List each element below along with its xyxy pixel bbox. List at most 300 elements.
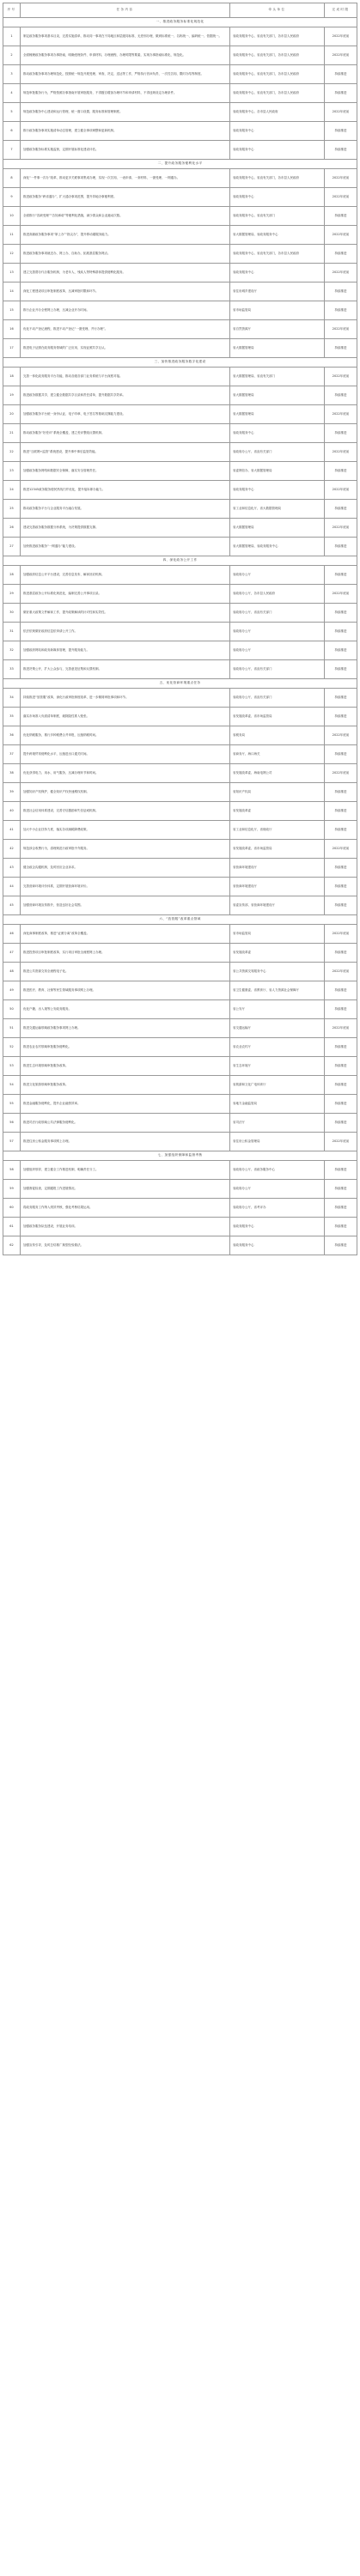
row-lead-unit: 省政务服务中心、省直有关部门，各市县人民政府 bbox=[230, 46, 325, 65]
row-task: 做好重大政策文件解读工作，提升政策解读的针对性和实效性。 bbox=[21, 604, 230, 623]
row-task: 建立完善帮办代办服务机制，为老年人、残疾人等特殊群体提供便利化服务。 bbox=[21, 264, 230, 283]
row-deadline: 持续推进 bbox=[325, 708, 357, 726]
row-deadline: 持续推进 bbox=[325, 301, 357, 320]
row-deadline: 持续推进 bbox=[325, 141, 357, 160]
table-row bbox=[3, 46, 357, 65]
row-deadline: 持续推进 bbox=[325, 122, 357, 141]
row-deadline: 2022年底前 bbox=[325, 1019, 357, 1038]
row-deadline: 持续推进 bbox=[325, 859, 357, 878]
row-deadline: 持续推进 bbox=[325, 821, 357, 840]
row-lead-unit: 省委网信办、省大数据管理局 bbox=[230, 462, 325, 481]
task-table-document bbox=[3, 3, 357, 1255]
table-row bbox=[3, 500, 357, 519]
row-deadline: 持续推进 bbox=[325, 660, 357, 679]
row-deadline: 持续推进 bbox=[325, 604, 357, 623]
row-lead-unit: 省交通运输厅 bbox=[230, 1019, 325, 1038]
row-task: 推进住房公积金服务事项网上办理。 bbox=[21, 1133, 230, 1151]
row-task: 推进政务服务“跨省通办”，扩大通办事项范围，提升异地办事便利度。 bbox=[21, 188, 230, 207]
row-task: 推进金融服务便利化，提升企业融资效率。 bbox=[21, 1095, 230, 1114]
row-deadline: 2022年底前 bbox=[325, 405, 357, 424]
row-lead-unit: 省政务服务中心 bbox=[230, 1218, 325, 1236]
row-task: 推进电子证照在政务服务领域的广泛应用，实现证照共享互认。 bbox=[21, 339, 230, 358]
row-task: 加强组织领导，建立健全工作推进机制，明确责任分工。 bbox=[21, 1161, 230, 1180]
table-row bbox=[3, 519, 357, 538]
row-number: 14 bbox=[3, 283, 21, 301]
section-row bbox=[3, 160, 357, 169]
row-lead-unit: 省政府办公厅，各市县人民政府 bbox=[230, 585, 325, 604]
row-lead-unit: 省政务服务中心、省直有关部门，各市县人民政府 bbox=[230, 27, 325, 46]
table-row bbox=[3, 859, 357, 878]
table-row bbox=[3, 878, 357, 896]
row-deadline: 2022年底前 bbox=[325, 726, 357, 745]
row-number: 57 bbox=[3, 1133, 21, 1151]
row-task: 推进高频政务服务事项“掌上办”“指尖办”，提升移动端服务能力。 bbox=[21, 226, 230, 245]
row-lead-unit: 省市场监管局 bbox=[230, 301, 325, 320]
table-row bbox=[3, 264, 357, 283]
row-deadline: 持续推进 bbox=[325, 386, 357, 405]
row-deadline: 持续推进 bbox=[325, 1199, 357, 1218]
row-task: 落实市场准入负面清单制度，破除隐性准入壁垒。 bbox=[21, 708, 230, 726]
row-number: 39 bbox=[3, 783, 21, 802]
row-lead-unit: 省大数据管理局、省直有关部门 bbox=[230, 368, 325, 386]
row-lead-unit: 省大数据管理局、省政务服务中心 bbox=[230, 538, 325, 556]
row-number: 5 bbox=[3, 103, 21, 122]
row-task: 规范政务服务中心建设和运行管理，统一窗口设置、服务标准和管理制度。 bbox=[21, 103, 230, 122]
table-row bbox=[3, 1236, 357, 1255]
row-lead-unit: 省政务服务中心 bbox=[230, 141, 325, 160]
row-task: 完善营商环境评价体系，定期开展营商环境评价。 bbox=[21, 878, 230, 896]
table-row bbox=[3, 1000, 357, 1019]
row-deadline: 持续推进 bbox=[325, 1095, 357, 1114]
table-row bbox=[3, 386, 357, 405]
row-lead-unit: 省大数据管理局 bbox=[230, 386, 325, 405]
row-task: 加快推进政务服务“一网通办”能力建设。 bbox=[21, 538, 230, 556]
row-number: 16 bbox=[3, 320, 21, 339]
section-title: 七、加强组织保障和监督考核 bbox=[3, 1151, 357, 1161]
row-deadline: 2022年底前 bbox=[325, 764, 357, 783]
row-number: 61 bbox=[3, 1218, 21, 1236]
row-number: 56 bbox=[3, 1114, 21, 1133]
row-task: 推进基层政务公开标准化规范化，编制完善公开事项目录。 bbox=[21, 585, 230, 604]
row-number: 44 bbox=[3, 878, 21, 896]
row-number: 10 bbox=[3, 207, 21, 226]
row-lead-unit: 省住房城乡建设厅 bbox=[230, 283, 325, 301]
section-row bbox=[3, 556, 357, 566]
row-number: 8 bbox=[3, 169, 21, 188]
section-title: 三、加快推进政务服务数字化建设 bbox=[3, 358, 357, 368]
row-deadline: 持续推进 bbox=[325, 1038, 357, 1057]
row-number: 9 bbox=[3, 188, 21, 207]
row-lead-unit: 省自然资源厅 bbox=[230, 320, 325, 339]
row-task: 加强政府信息公开平台建设，完善信息发布、解读回应机制。 bbox=[21, 566, 230, 585]
row-deadline: 2022年底前 bbox=[325, 1133, 357, 1151]
row-lead-unit: 省发展改革委、省市场监管局 bbox=[230, 840, 325, 859]
row-deadline: 持续推进 bbox=[325, 1161, 357, 1180]
row-number: 26 bbox=[3, 519, 21, 538]
section-title: 二、提升政务服务便利化水平 bbox=[3, 160, 357, 169]
table-row bbox=[3, 745, 357, 764]
section-row bbox=[3, 679, 357, 689]
row-lead-unit: 省发展改革委、海南电网公司 bbox=[230, 764, 325, 783]
table-row bbox=[3, 689, 357, 708]
row-number: 24 bbox=[3, 481, 21, 500]
row-task: 推动政务服务平台与企业服务平台融合发展。 bbox=[21, 500, 230, 519]
row-task: 推行企业开办全程网上办理，压减企业开办时间。 bbox=[21, 301, 230, 320]
section-row bbox=[3, 915, 357, 925]
row-lead-unit: 省大数据管理局、省政务服务中心 bbox=[230, 226, 325, 245]
row-task: 加强宣传引导，及时总结推广典型经验做法。 bbox=[21, 1236, 230, 1255]
table-row bbox=[3, 462, 357, 481]
section-row bbox=[3, 358, 357, 368]
table-row bbox=[3, 538, 357, 556]
row-lead-unit: 省商务厅、海口海关 bbox=[230, 745, 325, 764]
row-number: 46 bbox=[3, 925, 21, 944]
table-row bbox=[3, 1038, 357, 1057]
row-task: 推进社会信用体系建设，完善守信激励和失信惩戒机制。 bbox=[21, 802, 230, 821]
row-deadline: 持续推进 bbox=[325, 745, 357, 764]
row-number: 32 bbox=[3, 641, 21, 660]
row-lead-unit: 省地方金融监管局 bbox=[230, 1095, 325, 1114]
table-row bbox=[3, 169, 357, 188]
row-number: 30 bbox=[3, 604, 21, 623]
row-task: 推进政务服务事项就近办、网上办、自助办，拓展基层服务网点。 bbox=[21, 245, 230, 264]
row-lead-unit: 省营商环境建设厅 bbox=[230, 878, 325, 896]
row-lead-unit: 省市场监管局 bbox=[230, 925, 325, 944]
table-row bbox=[3, 726, 357, 745]
row-number: 58 bbox=[3, 1161, 21, 1180]
row-lead-unit: 省发展改革委、省市场监管局 bbox=[230, 708, 325, 726]
row-number: 38 bbox=[3, 764, 21, 783]
table-row bbox=[3, 320, 357, 339]
row-number: 20 bbox=[3, 405, 21, 424]
row-lead-unit: 省政务服务中心、省直有关部门，各市县人民政府 bbox=[230, 169, 325, 188]
table-row bbox=[3, 1114, 357, 1133]
row-number: 6 bbox=[3, 122, 21, 141]
section-title: 四、深化政务公开工作 bbox=[3, 556, 357, 566]
row-lead-unit: 省政务服务中心 bbox=[230, 188, 325, 207]
table-row bbox=[3, 405, 357, 424]
row-lead-unit: 省工业和信息化厅、省财政厅 bbox=[230, 821, 325, 840]
row-task: 加强督促检查，定期通报工作进展情况。 bbox=[21, 1180, 230, 1199]
row-deadline: 持续推进 bbox=[325, 65, 357, 84]
row-lead-unit: 省政府办公厅 bbox=[230, 623, 325, 641]
row-task: 推进决策公开，扩大公众参与，完善意见征集和反馈机制。 bbox=[21, 660, 230, 679]
table-row bbox=[3, 368, 357, 386]
table-row bbox=[3, 84, 357, 103]
section-row bbox=[3, 18, 357, 27]
row-deadline: 2022年底前 bbox=[325, 443, 357, 462]
row-lead-unit: 省政务服务中心 bbox=[230, 1236, 325, 1255]
row-number: 45 bbox=[3, 896, 21, 915]
table-row bbox=[3, 1218, 357, 1236]
row-deadline: 持续推进 bbox=[325, 500, 357, 519]
row-deadline: 持续推进 bbox=[325, 207, 357, 226]
table-row bbox=[3, 585, 357, 604]
table-row bbox=[3, 122, 357, 141]
row-deadline: 2022年底前 bbox=[325, 840, 357, 859]
row-number: 4 bbox=[3, 84, 21, 103]
row-deadline: 持续推进 bbox=[325, 245, 357, 264]
row-lead-unit: 省政府办公厅、省直有关部门 bbox=[230, 604, 325, 623]
table-row bbox=[3, 925, 357, 944]
table-row bbox=[3, 103, 357, 122]
row-task: 推进政务数据共享，建立健全数据共享目录和责任清单，提升数据共享效率。 bbox=[21, 386, 230, 405]
header-unit: 牵头单位 bbox=[230, 3, 325, 18]
row-lead-unit: 省政务服务中心 bbox=[230, 424, 325, 443]
row-task: 推动政务服务事项办理规范化，按照统一规范开展受理、审查、决定、送达等工作，严格执行首问负责、一次性告知、限时办结等制度。 bbox=[21, 65, 230, 84]
row-number: 21 bbox=[3, 424, 21, 443]
row-lead-unit: 省政务服务中心 bbox=[230, 481, 325, 500]
row-task: 优化不动产登记流程，推进不动产登记“一窗受理、并行办理”。 bbox=[21, 320, 230, 339]
row-deadline: 持续推进 bbox=[325, 538, 357, 556]
table-row bbox=[3, 981, 357, 1000]
row-lead-unit: 省政府办公厅 bbox=[230, 566, 325, 585]
section-title: 一、推进政务服务标准化规范化 bbox=[3, 18, 357, 27]
row-number: 53 bbox=[3, 1057, 21, 1076]
row-deadline: 持续推进 bbox=[325, 641, 357, 660]
row-task: 加强政务服务网络和数据安全保障，落实安全管理责任。 bbox=[21, 462, 230, 481]
row-deadline: 2022年底前 bbox=[325, 925, 357, 944]
row-task: 全面推行“容缺受理”“告知承诺”等便利化措施，减少群众和企业跑动次数。 bbox=[21, 207, 230, 226]
row-deadline: 2022年底前 bbox=[325, 27, 357, 46]
row-number: 50 bbox=[3, 1000, 21, 1019]
row-deadline: 2022年底前 bbox=[325, 169, 357, 188]
row-deadline: 持续推进 bbox=[325, 623, 357, 641]
table-row bbox=[3, 764, 357, 783]
row-deadline: 持续推进 bbox=[325, 1076, 357, 1095]
row-number: 42 bbox=[3, 840, 21, 859]
row-lead-unit: 省政务服务中心、省直有关部门，各市县人民政府 bbox=[230, 84, 325, 103]
row-task: 推进“互联网+监管”系统建设，提升事中事后监管效能。 bbox=[21, 443, 230, 462]
row-deadline: 持续推进 bbox=[325, 689, 357, 708]
row-deadline: 持续推进 bbox=[325, 896, 357, 915]
row-number: 12 bbox=[3, 245, 21, 264]
row-lead-unit: 省卫生健康委、省教育厅、省人力资源社会保障厅 bbox=[230, 981, 325, 1000]
row-lead-unit: 省政务服务中心、省直有关部门 bbox=[230, 207, 325, 226]
row-number: 23 bbox=[3, 462, 21, 481]
row-lead-unit: 省政务服务中心、省直有关部门，各市县人民政府 bbox=[230, 65, 325, 84]
table-row bbox=[3, 783, 357, 802]
row-lead-unit: 省税务局 bbox=[230, 726, 325, 745]
row-number: 2 bbox=[3, 46, 21, 65]
row-task: 完善一体化政务服务平台功能，推动各级各部门业务系统与平台深度对接。 bbox=[21, 368, 230, 386]
table-row bbox=[3, 339, 357, 358]
row-number: 25 bbox=[3, 500, 21, 519]
row-number: 52 bbox=[3, 1038, 21, 1057]
header-no: 序号 bbox=[3, 3, 21, 18]
row-lead-unit: 省大数据管理局 bbox=[230, 405, 325, 424]
row-task: 优化纳税服务，推行多种税费合并申报，压缩纳税时间。 bbox=[21, 726, 230, 745]
row-task: 优化户籍、出入境等公安政务服务。 bbox=[21, 1000, 230, 1019]
row-number: 11 bbox=[3, 226, 21, 245]
header-time: 完成时限 bbox=[325, 3, 357, 18]
row-number: 37 bbox=[3, 745, 21, 764]
row-number: 29 bbox=[3, 585, 21, 604]
row-task: 推进医疗、教育、社保等民生领域服务事项网上办理。 bbox=[21, 981, 230, 1000]
table-row bbox=[3, 188, 357, 207]
row-task: 加强政务服务平台统一身份认证、电子印章、电子签名等基础支撑能力建设。 bbox=[21, 405, 230, 424]
row-task: 加大中小企业扶持力度，落实各项减税降费政策。 bbox=[21, 821, 230, 840]
row-lead-unit: 省住房公积金管理局 bbox=[230, 1133, 325, 1151]
row-lead-unit: 省政务服务中心 bbox=[230, 122, 325, 141]
row-lead-unit: 省大数据管理局 bbox=[230, 339, 325, 358]
table-row bbox=[3, 27, 357, 46]
row-number: 47 bbox=[3, 944, 21, 963]
row-task: 持续推进“放管服”改革，深化行政审批制度改革，进一步精简审批事项和环节。 bbox=[21, 689, 230, 708]
row-task: 推进12345政务服务便民热线归并优化，提升接诉即办能力。 bbox=[21, 481, 230, 500]
row-deadline: 2022年底前 bbox=[325, 264, 357, 283]
row-number: 60 bbox=[3, 1199, 21, 1218]
row-task: 全面梳理政务服务事项办事指南，明确受理条件、申请材料、办理流程、办理时限等要素，实现办事指南标准化、规范化。 bbox=[21, 46, 230, 65]
row-task: 推进投资项目审批制度改革，实行项目审批全流程网上办理。 bbox=[21, 944, 230, 963]
table-row bbox=[3, 245, 357, 264]
row-task: 规范涉企收费行为，清理规范行政审批中介服务。 bbox=[21, 840, 230, 859]
row-task: 推进交通运输领域政务服务事项网上办理。 bbox=[21, 1019, 230, 1038]
row-number: 15 bbox=[3, 301, 21, 320]
section-title: 五、优化营商环境重点任务 bbox=[3, 679, 357, 689]
row-deadline: 2022年底前 bbox=[325, 188, 357, 207]
section-row bbox=[3, 1151, 357, 1161]
row-deadline: 持续推进 bbox=[325, 566, 357, 585]
table-row bbox=[3, 623, 357, 641]
row-number: 22 bbox=[3, 443, 21, 462]
header-task: 任务内容 bbox=[21, 3, 230, 18]
row-deadline: 2022年底前 bbox=[325, 368, 357, 386]
row-deadline: 持续推进 bbox=[325, 339, 357, 358]
row-number: 59 bbox=[3, 1180, 21, 1199]
table-row bbox=[3, 1076, 357, 1095]
table-row bbox=[3, 424, 357, 443]
row-number: 40 bbox=[3, 802, 21, 821]
row-deadline: 持续推进 bbox=[325, 981, 357, 1000]
table-row bbox=[3, 283, 357, 301]
table-row bbox=[3, 141, 357, 160]
table-row bbox=[3, 443, 357, 462]
row-deadline: 持续推进 bbox=[325, 283, 357, 301]
row-lead-unit: 省工业和信息化厅、省大数据管理局 bbox=[230, 500, 325, 519]
row-number: 48 bbox=[3, 963, 21, 981]
row-number: 62 bbox=[3, 1236, 21, 1255]
row-number: 51 bbox=[3, 1019, 21, 1038]
row-deadline: 持续推进 bbox=[325, 783, 357, 802]
row-lead-unit: 省发展改革委 bbox=[230, 944, 325, 963]
row-task: 推行政务服务事项实施清单动态管理，建立健全事项调整和更新机制。 bbox=[21, 122, 230, 141]
row-task: 制定政务服务事项基本目录，完善实施清单，推动同一事项在不同地区和层级同标准、无差别办理，做到标准统一、名称统一、编码统一、依据统一。 bbox=[21, 27, 230, 46]
row-lead-unit: 省政府办公厅、省考评办 bbox=[230, 1199, 325, 1218]
row-number: 43 bbox=[3, 859, 21, 878]
row-task: 加强营商环境宣传推介，营造良好社会氛围。 bbox=[21, 896, 230, 915]
table-row bbox=[3, 207, 357, 226]
row-number: 41 bbox=[3, 821, 21, 840]
row-task: 建设完善政务服务数据分析系统，为决策提供数据支撑。 bbox=[21, 519, 230, 538]
row-number: 49 bbox=[3, 981, 21, 1000]
row-number: 31 bbox=[3, 623, 21, 641]
row-task: 依法依规做好政府信息依申请公开工作。 bbox=[21, 623, 230, 641]
row-number: 7 bbox=[3, 141, 21, 160]
row-lead-unit: 省委宣传部、省营商环境建设厅 bbox=[230, 896, 325, 915]
row-deadline: 2022年底前 bbox=[325, 481, 357, 500]
row-number: 13 bbox=[3, 264, 21, 283]
row-deadline: 持续推进 bbox=[325, 1180, 357, 1199]
row-task: 加强政府网站和政务新媒体管理，提升服务能力。 bbox=[21, 641, 230, 660]
row-number: 19 bbox=[3, 386, 21, 405]
row-lead-unit: 省政府办公厅、省直有关部门 bbox=[230, 689, 325, 708]
row-lead-unit: 省知识产权局 bbox=[230, 783, 325, 802]
table-row bbox=[3, 1133, 357, 1151]
row-task: 推进公共资源交易全流程电子化。 bbox=[21, 963, 230, 981]
row-deadline: 2022年底前 bbox=[325, 226, 357, 245]
task-table bbox=[3, 3, 357, 1255]
table-row bbox=[3, 1161, 357, 1180]
row-number: 54 bbox=[3, 1076, 21, 1095]
row-task: 加强政务服务标准实施监督，定期开展标准化建设评估。 bbox=[21, 141, 230, 160]
row-deadline: 持续推进 bbox=[325, 84, 357, 103]
row-number: 28 bbox=[3, 566, 21, 585]
table-body bbox=[3, 18, 357, 1255]
row-lead-unit: 省政务服务中心 bbox=[230, 264, 325, 283]
row-deadline: 持续推进 bbox=[325, 462, 357, 481]
table-row bbox=[3, 963, 357, 981]
row-number: 35 bbox=[3, 708, 21, 726]
row-task: 推进文化旅游领域审批服务改革。 bbox=[21, 1076, 230, 1095]
table-row bbox=[3, 1057, 357, 1076]
section-title: 六、“放管服”改革重点领域 bbox=[3, 915, 357, 925]
table-row bbox=[3, 1180, 357, 1199]
table-row bbox=[3, 604, 357, 623]
table-header-row bbox=[3, 3, 357, 18]
row-deadline: 2022年底前 bbox=[325, 585, 357, 604]
row-task: 深化商事制度改革，推进“证照分离”改革全覆盖。 bbox=[21, 925, 230, 944]
table-row bbox=[3, 821, 357, 840]
row-task: 加强政务服务队伍建设，开展业务培训。 bbox=[21, 1218, 230, 1236]
row-deadline: 持续推进 bbox=[325, 1218, 357, 1236]
row-lead-unit: 省发展改革委 bbox=[230, 802, 325, 821]
row-lead-unit: 省营商环境建设厅 bbox=[230, 859, 325, 878]
row-lead-unit: 省司法厅 bbox=[230, 1114, 325, 1133]
row-task: 深化工程建设项目审批制度改革，压减审批时限和环节。 bbox=[21, 283, 230, 301]
row-deadline: 持续推进 bbox=[325, 944, 357, 963]
row-task: 推进司法行政领域公共法律服务便利化。 bbox=[21, 1114, 230, 1133]
row-deadline: 持续推进 bbox=[325, 1236, 357, 1255]
table-row bbox=[3, 1095, 357, 1114]
row-deadline: 持续推进 bbox=[325, 1000, 357, 1019]
row-deadline: 2022年底前 bbox=[325, 103, 357, 122]
row-task: 深化“一件事一次办”改革，推动更多关联事项集成办理，实现一次告知、一表申请、一套材料、一窗受理、一网通办。 bbox=[21, 169, 230, 188]
row-lead-unit: 省政府办公厅、省政务服务中心 bbox=[230, 1161, 325, 1180]
table-row bbox=[3, 301, 357, 320]
row-lead-unit: 省公安厅 bbox=[230, 1000, 325, 1019]
row-deadline: 持续推进 bbox=[325, 1114, 357, 1133]
table-row bbox=[3, 840, 357, 859]
row-deadline: 持续推进 bbox=[325, 424, 357, 443]
table-row bbox=[3, 1199, 357, 1218]
row-lead-unit: 省政务服务中心、省直有关部门，各市县人民政府 bbox=[230, 245, 325, 264]
table-row bbox=[3, 944, 357, 963]
row-lead-unit: 省政府办公厅、省直有关部门 bbox=[230, 660, 325, 679]
row-number: 17 bbox=[3, 339, 21, 358]
row-task: 推动政务服务“好差评”系统全覆盖，建立差评整改反馈机制。 bbox=[21, 424, 230, 443]
row-task: 提升跨境贸易便利化水平，压缩进出口通关时间。 bbox=[21, 745, 230, 764]
row-deadline: 2022年底前 bbox=[325, 46, 357, 65]
row-number: 36 bbox=[3, 726, 21, 745]
row-lead-unit: 省政务服务中心，各市县人民政府 bbox=[230, 103, 325, 122]
table-row bbox=[3, 566, 357, 585]
table-row bbox=[3, 802, 357, 821]
row-deadline: 2022年底前 bbox=[325, 519, 357, 538]
row-task: 推进生态环境领域审批服务改革。 bbox=[21, 1057, 230, 1076]
table-row bbox=[3, 660, 357, 679]
row-task: 加强知识产权保护，健全知识产权快速维权机制。 bbox=[21, 783, 230, 802]
